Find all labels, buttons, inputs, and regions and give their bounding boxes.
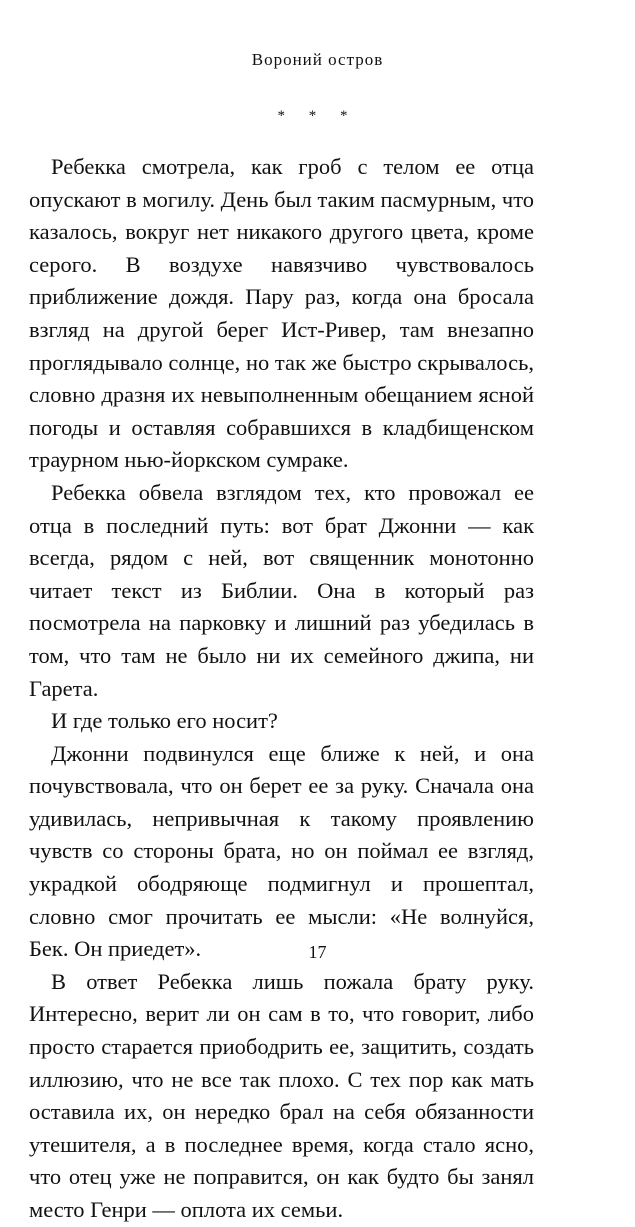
- paragraph: В ответ Ребекка лишь пожала брату руку. Интересно, верит ли он сам в то, что говорит, либо просто старается приободрить ее, защитить, создать иллюзию, что не все так плохо. С тех пор как мать оставила их, он нередко брал на себя обязанности утешителя, а в последнее время, когда стало ясно, что отец уже не поправится, он как будто бы занял место Генри — оплота их семьи.: [29, 968, 534, 1222]
- running-header: Вороний остров: [251, 50, 384, 69]
- paragraph: И где только его носит?: [51, 708, 278, 734]
- body-text: [29, 151, 534, 1227]
- paragraph: Ребекка смотрела, как гроб с телом ее отца опускают в могилу. День был таким пасмурным, что казалось, вокруг нет никакого другого цвета, кроме серого. В воздухе навязчиво чувствовалось приближение дождя. Пару раз, когда она бросала взгляд на другой берег Ист-Ривер, там внезапно проглядывало солнце, но так же быстро скрывалось, словно дразня их невыполненным обещанием ясной погоды и оставляя собравшихся в кладбищенском траурном нью-йоркском сумраке.: [29, 154, 534, 473]
- section-separator: * * *: [277, 108, 358, 124]
- paragraph: Ребекка обвела взглядом тех, кто провожал ее отца в последний путь: вот брат Джонни — как всегда, рядом с ней, вот священник монотонно читает текст из Библии. Она в который раз посмотрела на парковку и лишний раз убедилась в том, что там не было ни их семейного джипа, ни Гарета.: [29, 479, 534, 701]
- paragraph: Джонни подвинулся еще ближе к ней, и она почувствовала, что он берет ее за руку. Сначала она удивилась, непривычная к такому проявлению чувств со стороны брата, но он поймал ее взгляд, украдкой ободряюще подмигнул и прошептал, словно смог прочитать ее мысли: «Не волнуйся, Бек. Он приедет».: [29, 740, 534, 962]
- page-number: 17: [308, 942, 327, 962]
